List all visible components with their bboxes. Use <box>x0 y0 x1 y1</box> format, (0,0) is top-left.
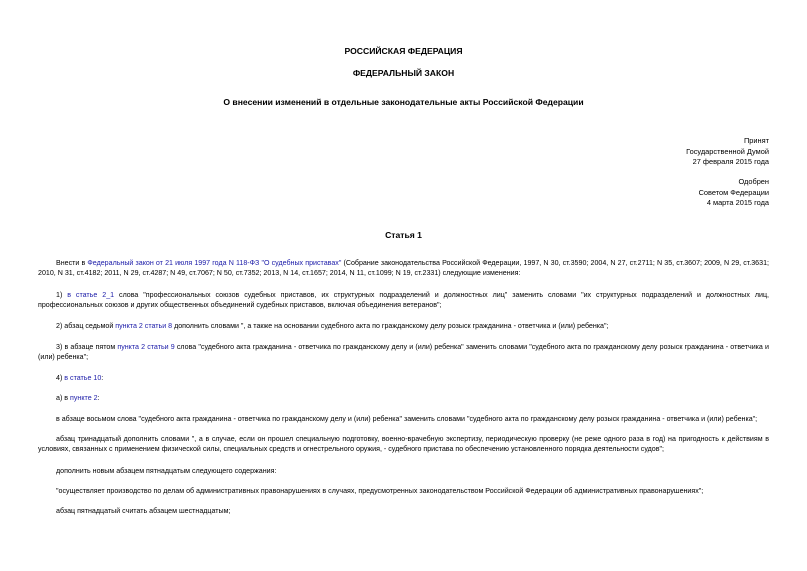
paragraph-thirteenth-change: абзац тринадцатый дополнить словами ", а в случае, если он прошел специальную подготовку, военно-врачебную экспертизу, периодическую проверку (не реже одного раза в год) на пригодность к действиям в условиях, связанных с применением физической силы, специальных средств и огнестрельного оружия, - судебного пристава по обеспечению установленного порядка деятельности судов"; <box>38 435 769 454</box>
intro-paragraph <box>38 258 769 279</box>
intro-post: (Собрание законодательства Российской Федерации, 1997, N 30, ст.3590; 2004, N 27, ст.2711; N 35, ст.3607; 2009, N 29, ст.3631; 2010, N 31, ст.4182; 2011, N 29, ст.4287; N 49, ст.7067; N 50, ст.7352; 2013, N 14, ст.1657; 2014, N 11, ст.1099; N 19, ст.2331) следующие изменения: <box>38 259 769 278</box>
item-3-paragraph <box>38 342 769 363</box>
paragraph-eighth-change: в абзаце восьмом слова "судебного акта гражданина - ответчика по гражданскому делу и (или) ребенка" заменить словами "судебного акта по гражданскому делу розыск гражданина - ответчика и (или) ребенка"; <box>56 415 758 423</box>
article-2-1-link[interactable]: в статье 2_1 <box>67 291 115 299</box>
approved-body: Советом Федерации <box>698 187 769 197</box>
adopted-block <box>686 136 769 168</box>
law-type-heading: ФЕДЕРАЛЬНЫЙ ЗАКОН <box>352 68 455 78</box>
item-1-paragraph <box>38 290 769 311</box>
new-paragraph-content: "осуществляет производство по делам об административных правонарушениях в случаях, предусмотренных законодательством Российской Федерации об административных правонарушениях"; <box>56 487 704 495</box>
item-3-post: слова "судебного акта гражданина - ответчика по гражданскому делу и (или) ребенка" заменить словами "судебного акта по гражданскому делу розыск гражданина - ответчика и (или) ребенка"; <box>38 343 769 362</box>
item-2-pre: 2) абзац седьмой <box>56 322 116 330</box>
approved-label: Одобрен <box>738 177 769 186</box>
item-2-post: дополнить словами ", а также на основании судебного акта по гражданскому делу розыск гражданина - ответчика и (или) ребенка"; <box>172 322 609 330</box>
item-4a-pre: а) в <box>56 394 71 402</box>
item-1-pre: 1) <box>56 291 68 299</box>
item-1-post: слова "профессиональных союзов судебных приставов, их структурных подразделений и должностных лиц" заменить словами "их структурных подразделений и должностных лиц, профессиональных союзов и других общественных объединений судебных приставов, включая объединения ветеранов"; <box>38 291 770 310</box>
approved-block <box>699 177 769 209</box>
item-4-paragraph <box>38 373 769 383</box>
item-4-pre: 4) <box>56 374 65 382</box>
federation-heading: РОССИЙСКАЯ ФЕДЕРАЦИЯ <box>344 46 463 56</box>
federal-law-link[interactable]: Федеральный закон от 21 июля 1997 года N 118-ФЗ "О судебных приставах" <box>87 259 342 267</box>
item-4a-paragraph <box>38 393 769 403</box>
article-heading: Статья 1 <box>385 230 422 240</box>
intro-pre: Внести в <box>56 259 88 267</box>
article-10-link[interactable]: в статье 10 <box>64 374 102 382</box>
item-2-paragraph <box>38 321 769 331</box>
approved-date: 4 марта 2015 года <box>706 198 769 208</box>
item-3-pre: 3) в абзаце пятом <box>56 343 118 351</box>
item-4-post: : <box>101 374 104 382</box>
law-title: О внесении изменений в отдельные законодательные акты Российской Федерации <box>223 97 584 107</box>
adopted-body: Государственной Думой <box>686 146 769 156</box>
item-4a-post: : <box>97 394 100 402</box>
renumber-paragraph: абзац пятнадцатый считать абзацем шестнадцатым; <box>56 507 231 515</box>
article-9-link[interactable]: пункта 2 статьи 9 <box>117 343 175 351</box>
adopted-label: Принят <box>743 136 769 145</box>
new-paragraph-intro: дополнить новым абзацем пятнадцатым следующего содержания: <box>56 467 277 475</box>
adopted-date: 27 февраля 2015 года <box>692 157 769 167</box>
point-2-link[interactable]: пункте 2 <box>70 394 98 402</box>
article-8-link[interactable]: пункта 2 статьи 8 <box>115 322 173 330</box>
